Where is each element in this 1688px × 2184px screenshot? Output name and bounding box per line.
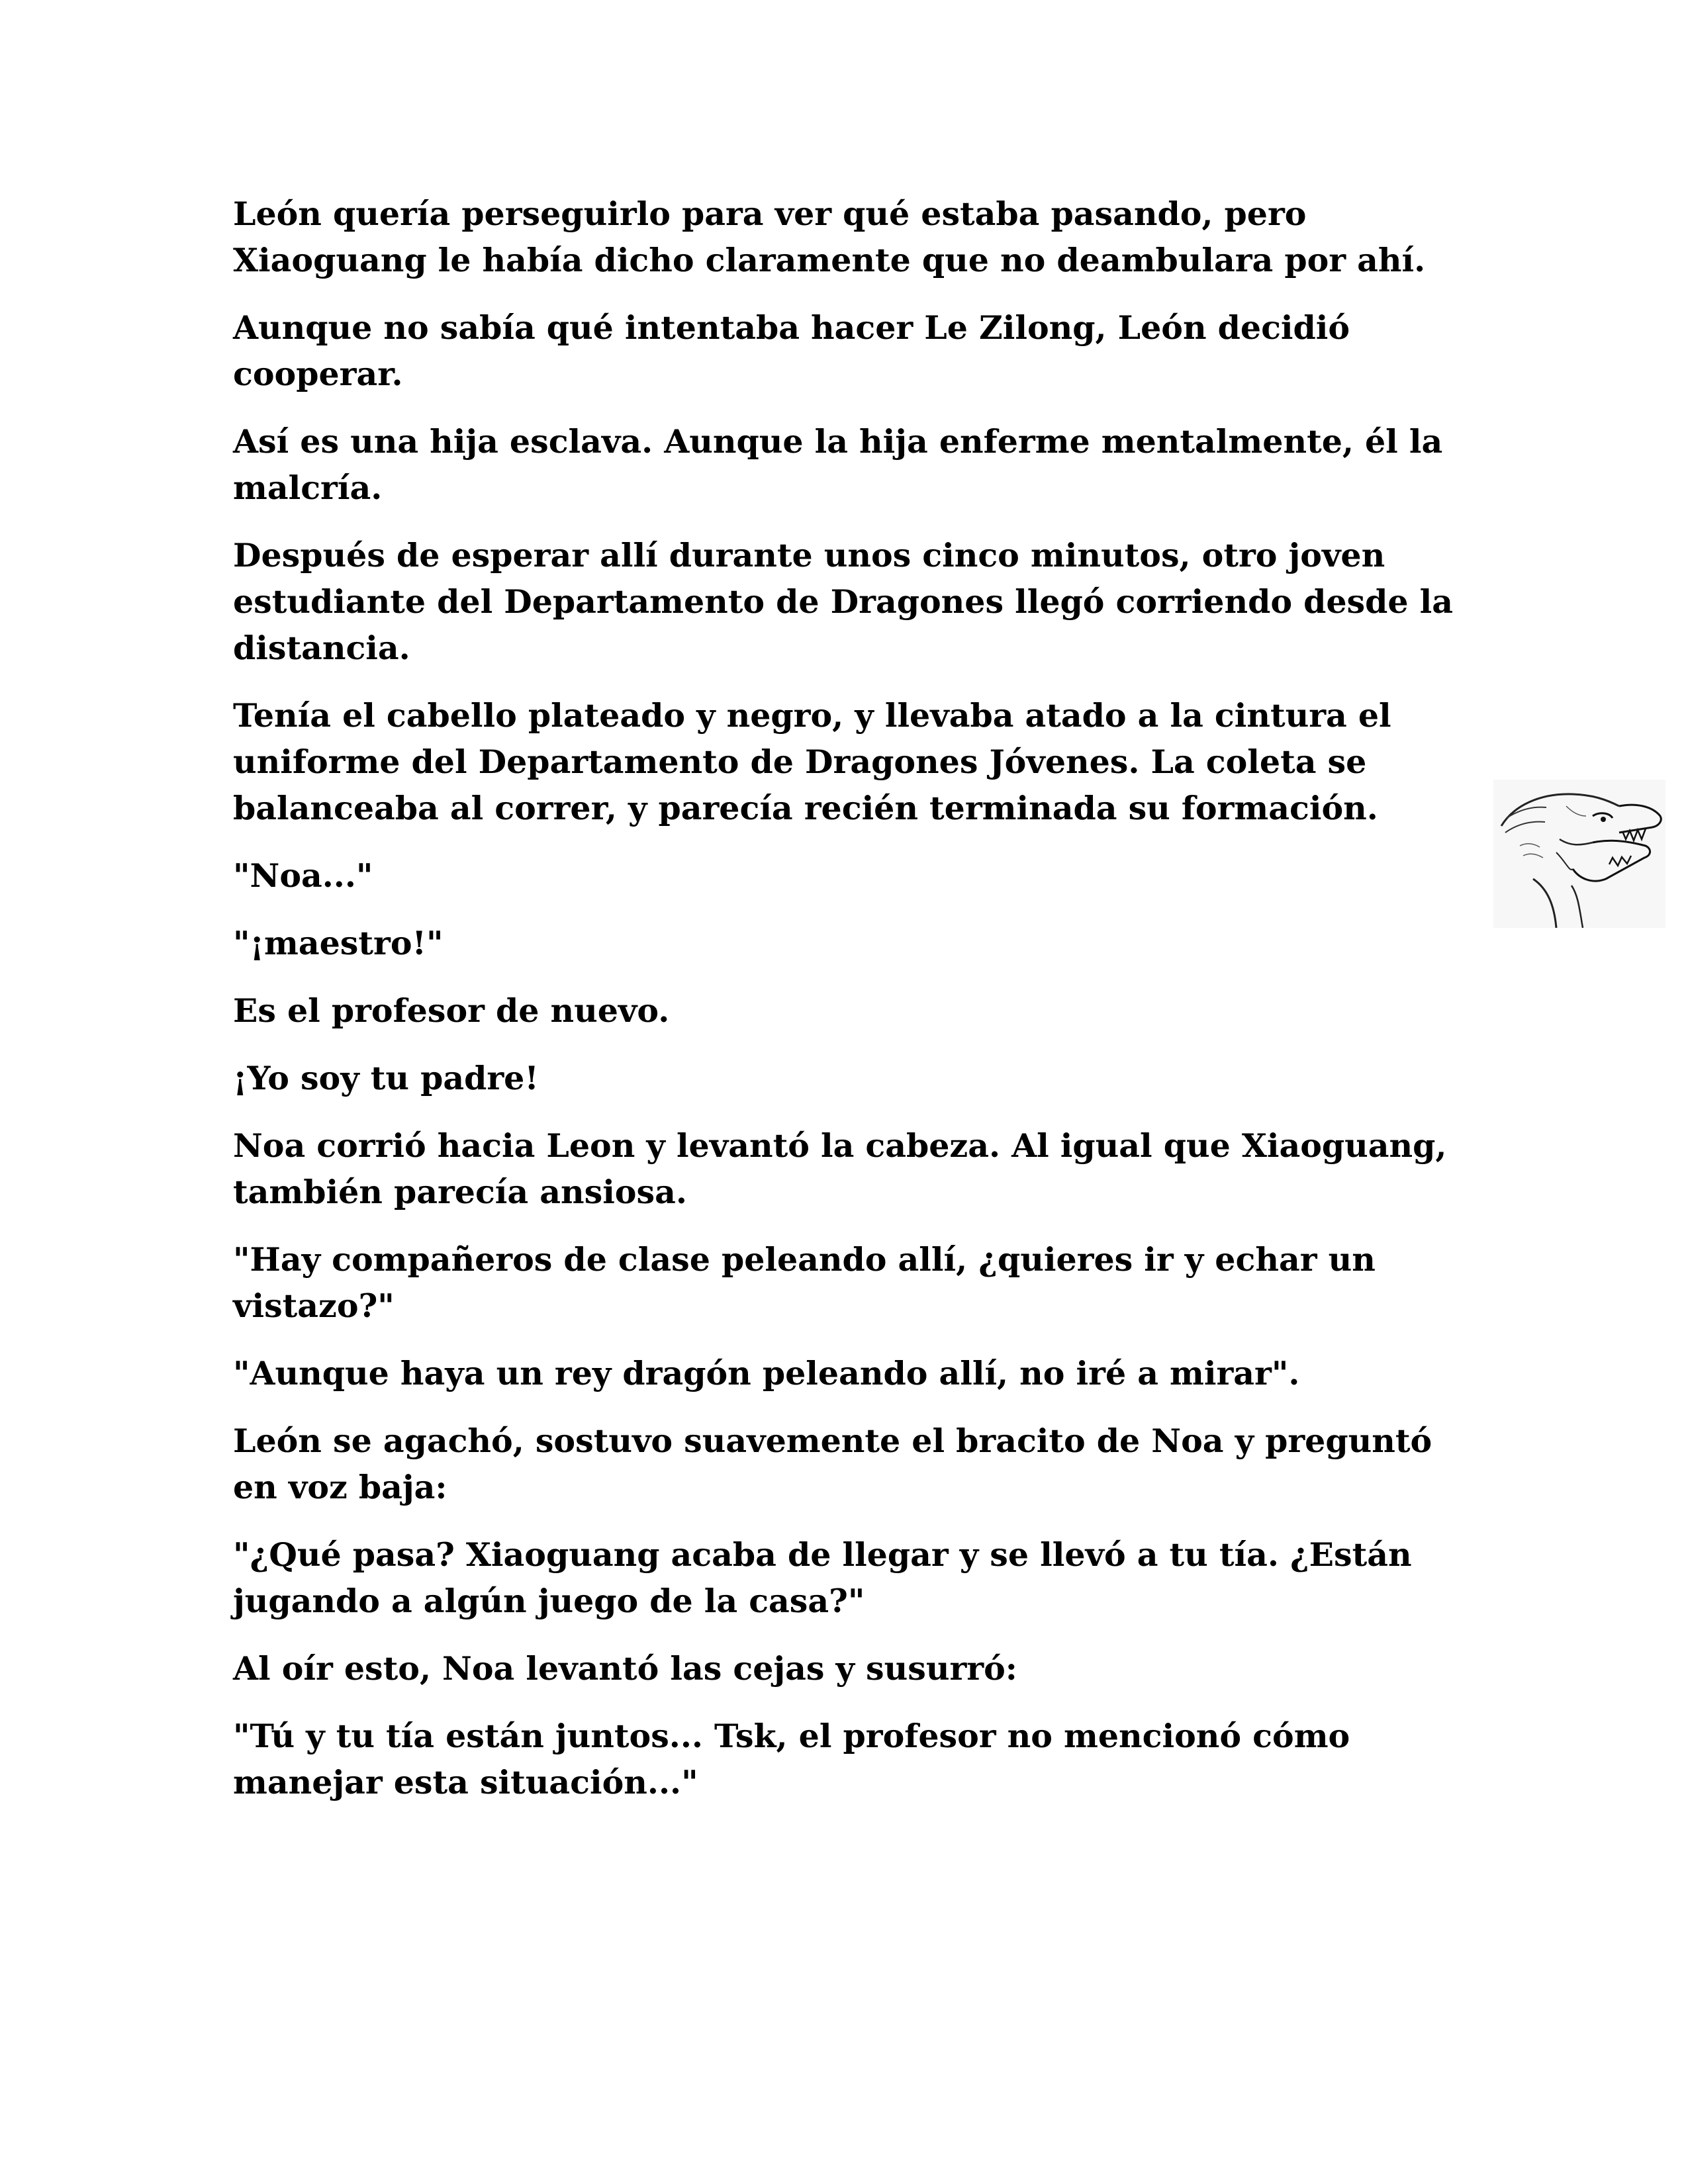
paragraph: "Tú y tu tía están juntos... Tsk, el profesor no mencionó cómo manejar esta situación..." [233,1717,1350,1801]
paragraph: "¡maestro!" [233,924,444,962]
paragraph: Aunque no sabía qué intentaba hacer Le Zilong, León decidió cooperar. [233,308,1350,393]
paragraph: Noa corrió hacia Leon y levantó la cabeza. Al igual que Xiaoguang, también parecía ansiosa. [233,1126,1447,1211]
paragraph: Al oír esto, Noa levantó las cejas y susurró: [233,1649,1017,1688]
paragraph: "Noa..." [233,856,373,895]
paragraph: Así es una hija esclava. Aunque la hija enferme mentalmente, él la malcría. [233,422,1443,507]
paragraph: "Aunque haya un rey dragón peleando allí, no iré a mirar". [233,1354,1300,1392]
paragraph: Tenía el cabello plateado y negro, y llevaba atado a la cintura el uniforme del Departamento de Dragones Jóvenes. La coleta se balanceaba al correr, y parecía recién terminada su formación. [233,696,1391,827]
paragraph: Después de esperar allí durante unos cinco minutos, otro joven estudiante del Departamento de Dragones llegó corriendo desde la distancia. [233,536,1453,667]
paragraph: ¡Yo soy tu padre! [233,1059,539,1097]
paragraph: "Hay compañeros de clase peleando allí, ¿quieres ir y echar un vistazo?" [233,1240,1376,1325]
paragraph: "¿Qué pasa? Xiaoguang acaba de llegar y se llevó a tu tía. ¿Están jugando a algún juego de la casa?" [233,1535,1412,1620]
body-text [233,191,1458,1827]
paragraph: León quería perseguirlo para ver qué estaba pasando, pero Xiaoguang le había dicho claramente que no deambulara por ahí. [233,195,1426,279]
paragraph: León se agachó, sostuvo suavemente el bracito de Noa y preguntó en voz baja: [233,1422,1432,1506]
paragraph: Es el profesor de nuevo. [233,991,670,1030]
dragon-head-sketch-icon [1493,780,1665,928]
